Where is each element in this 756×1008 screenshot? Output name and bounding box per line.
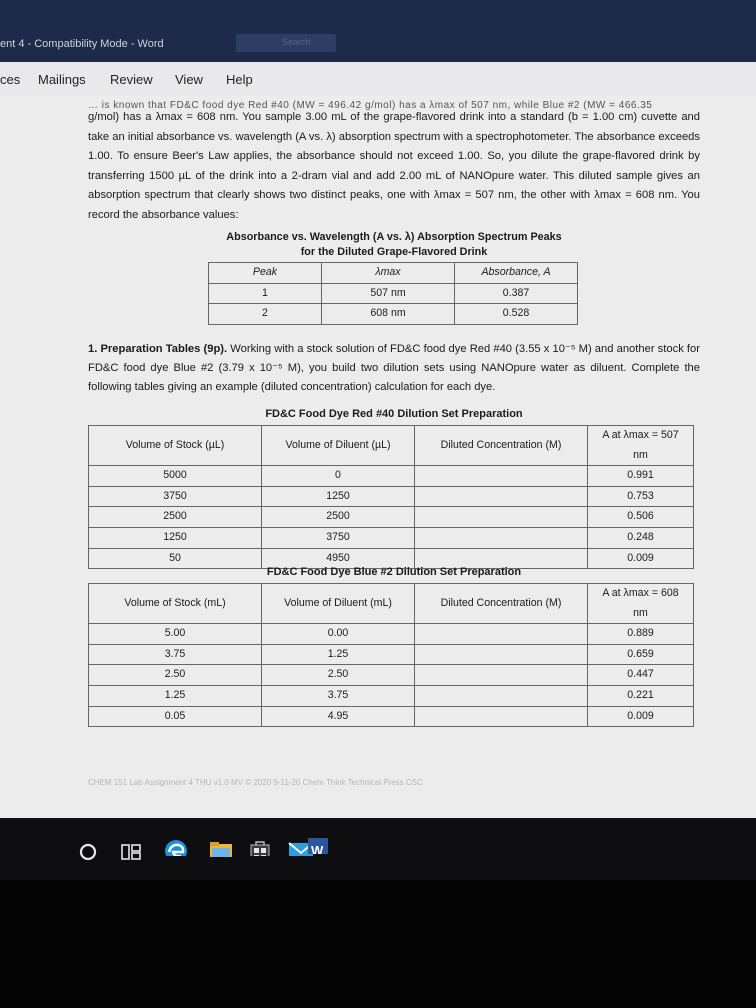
- task-view-icon[interactable]: [120, 842, 142, 860]
- table-cell: 4950: [262, 548, 415, 569]
- table-cell: 3750: [262, 527, 415, 548]
- table-cell: 0.506: [588, 507, 694, 528]
- concentration-cell[interactable]: [415, 507, 588, 528]
- table-cell: 50: [89, 548, 262, 569]
- red-diluent-header: Volume of Diluent (µL): [262, 426, 415, 466]
- word-app-icon[interactable]: [306, 836, 330, 854]
- ribbon-tabs: [0, 62, 756, 97]
- table-cell: 2.50: [89, 665, 262, 686]
- table-cell: 3750: [89, 486, 262, 507]
- table-row: [209, 304, 578, 325]
- peak-header: Peak: [209, 263, 322, 284]
- blue-absorbance-header: A at λmax = 608 nm: [588, 584, 694, 624]
- tab-mailings[interactable]: Mailings: [38, 72, 86, 87]
- table-cell: 0.528: [455, 304, 578, 325]
- table-cell: 0.447: [588, 665, 694, 686]
- concentration-cell[interactable]: [415, 527, 588, 548]
- table-cell: 5000: [89, 466, 262, 487]
- store-icon[interactable]: [248, 838, 272, 856]
- concentration-cell[interactable]: [415, 624, 588, 645]
- blue-table-caption: FD&C Food Dye Blue #2 Dilution Set Preparation: [266, 566, 522, 578]
- red-absorbance-header: A at λmax = 507 nm: [588, 426, 694, 466]
- blue-dilution-table: [88, 583, 694, 727]
- page-footer: CHEM 151 Lab Assignment 4 THU v1.0 MV © 2020 9-11-20 Chem Think Technical Press CSC: [88, 778, 423, 787]
- concentration-cell[interactable]: [415, 706, 588, 727]
- table-cell: 0.991: [588, 466, 694, 487]
- table-cell: 1250: [262, 486, 415, 507]
- peak-table-caption-2: for the Diluted Grape-Flavored Drink: [300, 246, 488, 258]
- table-cell: 0.889: [588, 624, 694, 645]
- table-cell: 0.009: [588, 548, 694, 569]
- table-cell: 5.00: [89, 624, 262, 645]
- table-cell: 608 nm: [322, 304, 455, 325]
- blue-diluent-header: Volume of Diluent (mL): [262, 584, 415, 624]
- document-page[interactable]: [0, 96, 756, 818]
- red-stock-header: Volume of Stock (µL): [89, 426, 262, 466]
- edge-browser-icon[interactable]: [163, 838, 189, 856]
- table-cell: 0.753: [588, 486, 694, 507]
- table-row: [89, 644, 694, 665]
- table-cell: 1.25: [262, 644, 415, 665]
- table-cell: 3.75: [89, 644, 262, 665]
- table-row: [89, 486, 694, 507]
- peak-table-caption-1: Absorbance vs. Wavelength (A vs. λ) Absorption Spectrum Peaks: [226, 231, 562, 243]
- window-title: ent 4 - Compatibility Mode - Word: [0, 38, 164, 50]
- table-row: [89, 507, 694, 528]
- concentration-cell[interactable]: [415, 644, 588, 665]
- intro-paragraph: g/mol) has a λmax = 608 nm. You sample 3.00 mL of the grape-flavored drink into a standard (b = 1.00 cm) cuvette and take an initial absorbance vs. wavelength (A vs. λ) absorption spectrum with a spectrophotometer. The absorbance exceeds 1.00. To ensure Beer's Law applies, the absorbance should not exceed 1.00. So, you dilute the grape-flavored drink by transferring 1500 µL of the drink into a 2-dram vial and add 2.00 mL of NANOpure water. This diluted sample gives an absorption spectrum that clearly shows two distinct peaks, one with λmax = 507 nm, the other with λmax = 608 nm. You record the absorbance values:: [88, 111, 700, 221]
- table-cell: 4.95: [262, 706, 415, 727]
- peak-table: [208, 262, 578, 325]
- table-cell: 0.659: [588, 644, 694, 665]
- table-cell: 3.75: [262, 685, 415, 706]
- table-cell: 0.05: [89, 706, 262, 727]
- table-cell: 0.00: [262, 624, 415, 645]
- table-row: [89, 527, 694, 548]
- table-cell: 0.221: [588, 685, 694, 706]
- table-row: [89, 624, 694, 645]
- table-cell: 0: [262, 466, 415, 487]
- table-cell: 1: [209, 283, 322, 304]
- table-row: [89, 466, 694, 487]
- table-row: [89, 665, 694, 686]
- absorbance-header: Absorbance, A: [455, 263, 578, 284]
- tab-help[interactable]: Help: [226, 72, 253, 87]
- table-cell: 2500: [89, 507, 262, 528]
- search-placeholder: Search: [282, 37, 311, 47]
- red-table-caption: FD&C Food Dye Red #40 Dilution Set Preparation: [265, 408, 523, 420]
- section-1-heading: 1. Preparation Tables (9p).: [88, 343, 228, 355]
- cortana-icon[interactable]: [78, 842, 98, 860]
- table-cell: 1.25: [89, 685, 262, 706]
- taskbar: [0, 818, 756, 880]
- title-bar: [0, 0, 756, 62]
- table-cell: 0.009: [588, 706, 694, 727]
- table-cell: 507 nm: [322, 283, 455, 304]
- section-1-text: Working with a stock solution of FD&C food dye Red #40 (3.55 x 10⁻⁵ M) and another stock for FD&C food dye Blue #2 (3.79 x 10⁻⁵ M), you build two dilution sets using NANOpure water as diluent. Complete the following tables giving an example (diluted concentration) calculation for each dye.: [88, 343, 700, 393]
- document-body: [88, 96, 706, 722]
- file-explorer-icon[interactable]: [208, 839, 234, 857]
- concentration-cell[interactable]: [415, 466, 588, 487]
- concentration-cell[interactable]: [415, 665, 588, 686]
- section-1-paragraph: [88, 340, 700, 397]
- cut-off-line: … is known that FD&C food dye Red #40 (MW = 496.42 g/mol) has a λmax of 507 nm, while Blue #2 (MW = 466.35: [88, 100, 653, 110]
- table-cell: 0.387: [455, 283, 578, 304]
- blue-stock-header: Volume of Stock (mL): [89, 584, 262, 624]
- red-concentration-header: Diluted Concentration (M): [415, 426, 588, 466]
- concentration-cell[interactable]: [415, 685, 588, 706]
- table-row: [89, 685, 694, 706]
- table-cell: 2500: [262, 507, 415, 528]
- blue-concentration-header: Diluted Concentration (M): [415, 584, 588, 624]
- table-row: [89, 706, 694, 727]
- table-cell: 1250: [89, 527, 262, 548]
- svg-text:W: W: [311, 843, 324, 854]
- red-dilution-table: [88, 425, 694, 569]
- tab-references[interactable]: ces: [0, 72, 21, 87]
- table-row: [209, 283, 578, 304]
- lambda-header: λmax: [322, 263, 455, 284]
- tab-review[interactable]: Review: [110, 72, 153, 87]
- tab-view[interactable]: View: [175, 72, 203, 87]
- table-cell: 2: [209, 304, 322, 325]
- screen-bezel: [0, 880, 756, 1008]
- table-cell: 2.50: [262, 665, 415, 686]
- concentration-cell[interactable]: [415, 486, 588, 507]
- table-cell: 0.248: [588, 527, 694, 548]
